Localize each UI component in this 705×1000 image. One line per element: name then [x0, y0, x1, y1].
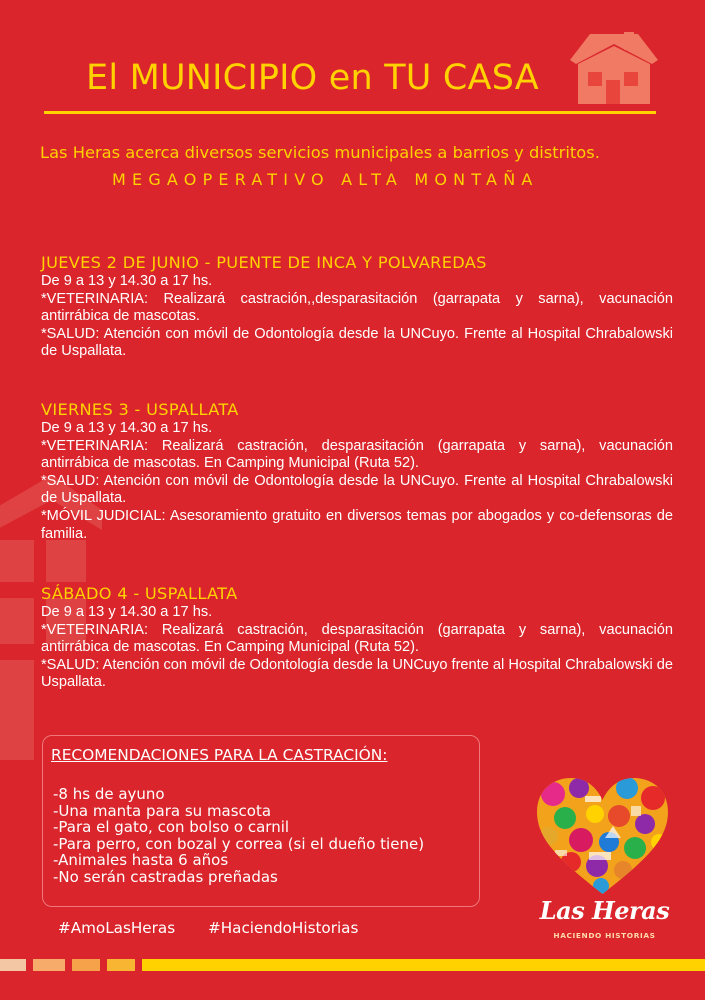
strip-segment	[0, 959, 26, 971]
schedule-section-friday	[41, 400, 673, 543]
logo-name: Las Heras	[539, 896, 670, 925]
section-line: *VETERINARIA: Realizará castración,,desparasitación (garrapata y sarna), vacunación antirrábica de mascotas.	[41, 290, 673, 325]
section-line: *MÓVIL JUDICIAL: Asesoramiento gratuito en diversos temas por abogados y co-defensoras de familia.	[41, 507, 673, 542]
list-item: -Para el gato, con bolso o carnil	[53, 818, 290, 836]
schedule-section-thursday	[41, 253, 673, 361]
header	[38, 28, 668, 118]
section-line: *SALUD: Atención con móvil de Odontología desde la UNCuyo frente al Hospital Chrabalowski de Uspallata.	[41, 656, 673, 691]
hashtag-haciendo-historias: #HaciendoHistorias	[208, 919, 359, 937]
section-line: De 9 a 13 y 14.30 a 17 hs.	[41, 273, 213, 289]
strip-segment	[142, 959, 705, 971]
house-icon	[566, 30, 662, 106]
title-divider	[44, 111, 656, 114]
recommendations-title: RECOMENDACIONES PARA LA CASTRACIÓN:	[51, 746, 388, 764]
section-line: *SALUD: Atención con móvil de Odontología desde la UNCuyo. Frente al Hospital Chrabalowski de Uspallata.	[41, 472, 673, 507]
list-item: -8 hs de ayuno	[53, 785, 165, 803]
section-heading: VIERNES 3 - USPALLATA	[41, 400, 239, 419]
list-item: -Animales hasta 6 años	[53, 851, 229, 869]
section-line: De 9 a 13 y 14.30 a 17 hs.	[41, 604, 213, 620]
section-line: *VETERINARIA: Realizará castración, desparasitación (garrapata y sarna), vacunación antirrábica de mascotas. En Camping Municipal (Ruta 52).	[41, 437, 673, 472]
section-line: *VETERINARIA: Realizará castración, desparasitación (garrapata y sarna), vacunación antirrábica de mascotas. En Camping Municipal (Ruta 52).	[41, 621, 673, 656]
heart-collage-icon	[535, 776, 670, 896]
section-line: De 9 a 13 y 14.30 a 17 hs.	[41, 420, 213, 436]
strip-segment	[33, 959, 65, 971]
recommendations-list	[53, 786, 424, 885]
list-item: -Para perro, con bozal y correa (si el dueño tiene)	[53, 834, 425, 853]
strip-segment	[107, 959, 135, 971]
schedule-section-saturday	[41, 584, 673, 692]
subtitle: MEGAOPERATIVO ALTA MONTAÑA	[112, 170, 539, 189]
list-item: -No serán castradas preñadas	[53, 867, 278, 886]
section-heading: JUEVES 2 DE JUNIO - PUENTE DE INCA Y POLVAREDAS	[41, 253, 487, 272]
section-heading: SÁBADO 4 - USPALLATA	[41, 584, 238, 603]
logo-tagline: HACIENDO HISTORIAS	[553, 931, 656, 940]
page-title: El MUNICIPIO en TU CASA	[86, 58, 539, 98]
list-item: -Una manta para su mascota	[53, 801, 272, 820]
intro-text: Las Heras acerca diversos servicios municipales a barrios y distritos.	[40, 143, 600, 162]
strip-segment	[72, 959, 100, 971]
hashtag-amo-las-heras: #AmoLasHeras	[58, 919, 176, 937]
section-line: *SALUD: Atención con móvil de Odontología desde la UNCuyo. Frente al Hospital Chrabalowski de Uspallata.	[41, 325, 673, 360]
